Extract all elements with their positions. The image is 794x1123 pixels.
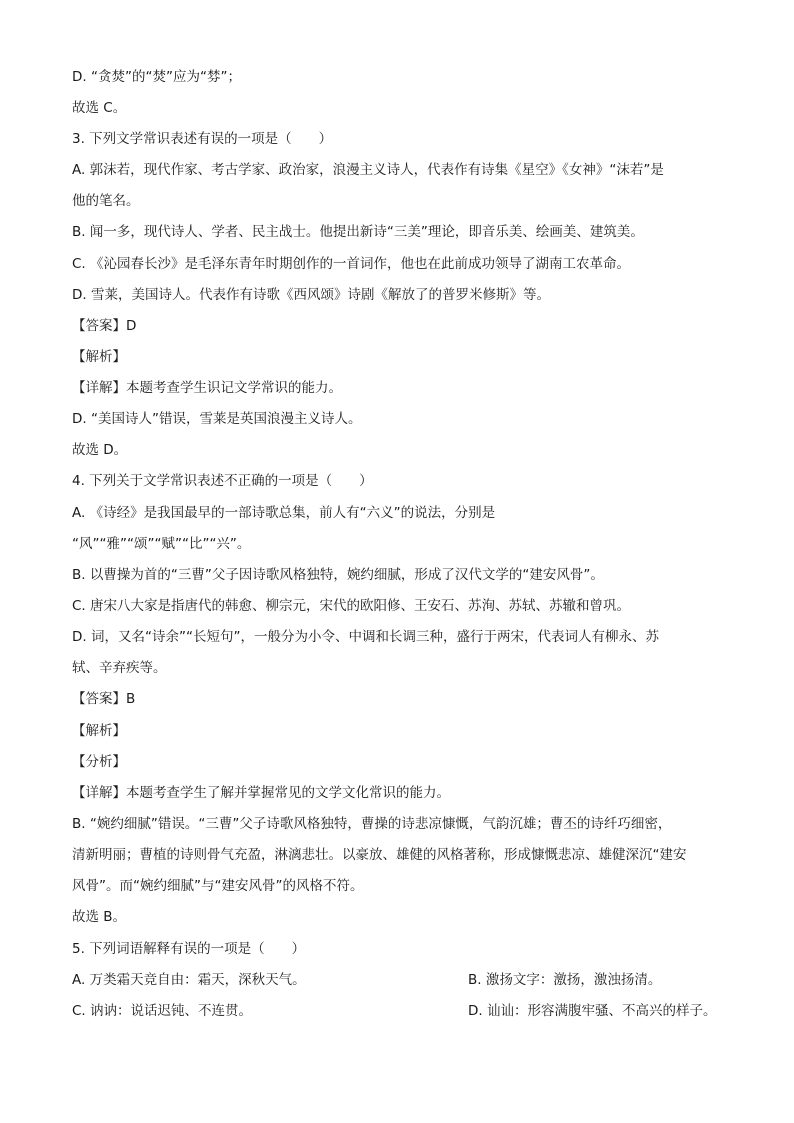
option-row xyxy=(72,1001,722,1021)
text-line: D. “美国诗人”错误，雪莱是英国浪漫主义诗人。 xyxy=(72,411,362,427)
option-d: D. 雪莱，美国诗人。代表作有诗歌《西风颂》诗剧《解放了的普罗米修斯》等。 xyxy=(72,287,550,303)
text-line: 他的笔名。 xyxy=(72,193,140,209)
option-a: A. 万类霜天竞自由：霜天，深秋天气。 xyxy=(72,972,306,988)
analysis-heading: 【解析】 xyxy=(72,349,126,365)
option-b: B. 闻一多，现代诗人、学者、民主战士。他提出新诗“三美”理论，即音乐美、绘画美、建筑美。 xyxy=(72,224,644,240)
option-b: B. 激扬文字：激扬，激浊扬清。 xyxy=(468,972,662,988)
option-a: A. 郭沫若，现代作家、考古学家、政治家，浪漫主义诗人，代表作有诗集《星空》《女神》“沫若”是 xyxy=(72,162,664,178)
text-line: “风”“雅”“颂”“赋”“比”“兴”。 xyxy=(72,536,251,552)
option-row xyxy=(72,970,722,990)
text-line: 轼、辛弃疾等。 xyxy=(72,660,167,676)
option-a: A. 《诗经》是我国最早的一部诗歌总集，前人有“六义”的说法，分别是 xyxy=(72,505,496,521)
detail: 【详解】本题考查学生识记文学常识的能力。 xyxy=(72,380,342,396)
text-line: B. “婉约细腻”错误。“三曹”父子诗歌风格独特，曹操的诗悲凉慷慨，气韵沉雄；曹丕的诗纤巧细密， xyxy=(72,816,672,832)
question-3: 3. 下列文学常识表述有误的一项是（ ） xyxy=(72,131,333,147)
text-line: 故选 D。 xyxy=(72,442,128,458)
analysis-heading: 【分析】 xyxy=(72,754,126,770)
option-d: D. 词，又名“诗余”“长短句”，一般分为小令、中调和长调三种，盛行于两宋，代表词人有柳永、苏 xyxy=(72,629,659,645)
option-c: C. 《沁园春长沙》是毛泽东青年时期创作的一首词作，他也在此前成功领导了湖南工农革命。 xyxy=(72,256,631,272)
text-line: 风骨”。而“婉约细腻”与“建安风骨”的风格不符。 xyxy=(72,878,364,894)
answer: 【答案】D xyxy=(72,318,137,334)
analysis-heading: 【解析】 xyxy=(72,723,126,739)
text-line: 故选 B。 xyxy=(72,909,127,925)
question-5: 5. 下列词语解释有误的一项是（ ） xyxy=(72,941,306,957)
option-b: B. 以曹操为首的“三曹”父子因诗歌风格独特，婉约细腻，形成了汉代文学的“建安风骨”。 xyxy=(72,567,604,583)
question-4: 4. 下列关于文学常识表述不正确的一项是（ ） xyxy=(72,473,373,489)
answer: 【答案】B xyxy=(72,691,136,707)
option-c: C. 讷讷：说话迟钝、不连贯。 xyxy=(72,1003,253,1019)
text-line: D. “贪焚”的“焚”应为“棼”； xyxy=(72,69,241,85)
option-c: C. 唐宋八大家是指唐代的韩愈、柳宗元，宋代的欧阳修、王安石、苏洵、苏轼、苏辙和曾巩。 xyxy=(72,598,631,614)
text-line: 清新明丽；曹植的诗则骨气充盈，淋漓悲壮。以豪放、雄健的风格著称，形成慷慨悲凉、雄健深沉“建安 xyxy=(72,847,687,863)
text-line: 故选 C。 xyxy=(72,100,127,116)
detail: 【详解】本题考查学生了解并掌握常见的文学文化常识的能力。 xyxy=(72,785,450,801)
option-d: D. 讪讪：形容满腹牢骚、不高兴的样子。 xyxy=(468,1003,717,1019)
